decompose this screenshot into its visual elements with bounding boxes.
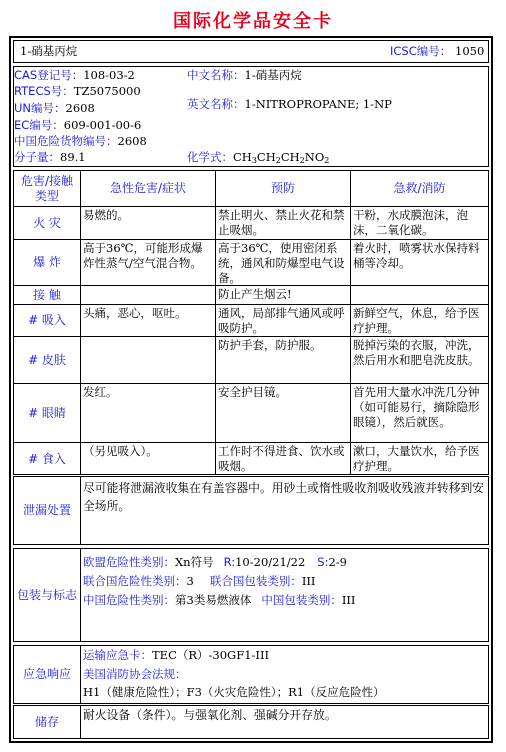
col-header-symptom: 急性危害/症状 <box>109 181 187 195</box>
transport-card-value: TEC（R）-30GF1-III <box>152 648 270 662</box>
row-label-explosion: 爆 炸 <box>33 255 61 269</box>
emergency-label: 应急响应 <box>22 667 71 681</box>
aid-eyes: 首先用大量水冲洗几分钟（如可能易行，摘除隐形眼镜），然后就医。 <box>353 385 480 429</box>
rtecs-label: RTECS号： <box>14 84 74 98</box>
cn-pack-value: III <box>341 593 356 607</box>
ename-field <box>187 97 392 112</box>
prevent-explosion: 高于36℃，使用密闭系统，通风和防爆型电气设备。 <box>218 241 345 285</box>
cas-value: 108-03-2 <box>83 68 135 82</box>
symptom-eyes: 发红。 <box>83 385 118 399</box>
ename-value: 1-NITROPROPANE; 1-NP <box>244 97 392 111</box>
row-label-skin: # 皮肤 <box>28 352 66 367</box>
cname-value: 1-硝基丙烷 <box>244 68 302 82</box>
eu-class-label: 欧盟危险性类别： <box>83 555 175 569</box>
row-label-eyes: # 眼睛 <box>28 405 66 420</box>
formula-sub: 2 <box>275 156 281 165</box>
mw-label: 分子量： <box>14 150 60 164</box>
formula-part: CH <box>256 150 276 164</box>
spill-text: 尽可能将泄漏液收集在有盖容器中。用砂土或惰性吸收剂吸收残液并转移到安全场所。 <box>83 481 485 513</box>
formula-sub: 3 <box>251 156 257 165</box>
cas-field <box>14 68 135 83</box>
un-field <box>14 101 95 116</box>
aid-fire: 干粉，水成膜泡沫，泡沫，二氧化碳。 <box>353 208 468 237</box>
cn-pack-label: 中国包装类别： <box>261 593 342 607</box>
un-label: UN编号： <box>14 101 66 115</box>
symptom-skin <box>81 337 215 383</box>
icsc-number: 1050 <box>455 44 485 58</box>
col-header-prevent: 预防 <box>270 181 295 195</box>
ec-label: EC编号： <box>14 118 64 132</box>
row-label-inhalation: # 吸入 <box>28 313 66 327</box>
row-label-ingestion: # 食入 <box>28 451 66 466</box>
symptom-inhalation: 头痛，恶心，呕吐。 <box>83 306 187 320</box>
rtecs-value: TZ5075000 <box>73 84 141 98</box>
cname-field <box>187 68 302 83</box>
nfpa-line <box>83 665 486 701</box>
col-header-type: 危害/接触类型 <box>20 173 74 203</box>
prevent-skin: 防护手套，防护服。 <box>218 338 322 352</box>
nfpa-value: H1（健康危险性）；F3（火灾危险性）；R1（反应危险性） <box>83 685 385 699</box>
aid-skin: 脱掉污染的衣服，冲洗，然后用水和肥皂洗皮肤。 <box>353 338 480 367</box>
aid-ingestion: 漱口，大量饮水，给予医疗护理。 <box>353 444 480 473</box>
prevent-exposure: 防止产生烟云! <box>218 287 292 301</box>
prevent-fire: 禁止明火、禁止火花和禁止吸烟。 <box>218 208 345 237</box>
un-class-label: 联合国危险性类别： <box>83 574 187 588</box>
row-label-fire: 火 灾 <box>33 215 61 230</box>
chemical-name: 1-硝基丙烷 <box>20 44 78 58</box>
un-value: 2608 <box>65 101 95 115</box>
spill-label: 泄漏处置 <box>22 503 71 517</box>
aid-exposure <box>351 286 488 304</box>
cas-label: CAS登记号： <box>14 68 84 82</box>
symptom-fire: 易燃的。 <box>83 208 129 222</box>
row-label-exposure: 接 触 <box>33 287 61 302</box>
rtecs-field <box>14 84 141 99</box>
un-class-value: 3 <box>186 574 194 588</box>
formula-label: 化学式： <box>187 150 233 164</box>
cn-dg-label: 中国危险货物编号： <box>14 134 118 148</box>
transport-card-line <box>83 648 269 663</box>
cn-class-label: 中国危险性类别： <box>83 593 175 607</box>
un-pack-label: 联合国包装类别： <box>209 574 302 588</box>
cn-dg-field <box>14 134 147 149</box>
prevent-inhalation: 通风，局部排气通风或呼吸防护。 <box>218 306 345 335</box>
r-phrase-label: R: <box>223 555 236 569</box>
prevent-eyes: 安全护目镜。 <box>218 385 287 399</box>
ename-label: 英文名称： <box>187 97 245 111</box>
col-header-aid: 急救/消防 <box>393 181 446 195</box>
ec-value: 609-001-00-6 <box>63 118 142 132</box>
symptom-exposure <box>81 286 215 304</box>
mw-field <box>14 150 86 165</box>
prevent-ingestion: 工作时不得进食、饮水或吸烟。 <box>218 444 345 473</box>
formula-part: CH <box>233 150 252 164</box>
s-phrase-value: 2-9 <box>328 555 347 569</box>
s-phrase-label: S: <box>317 555 329 569</box>
mw-value: 89.1 <box>60 150 86 164</box>
un-pack-value: III <box>301 574 316 588</box>
cn-dg-value: 2608 <box>117 134 147 148</box>
aid-explosion: 着火时，喷雾状水保持料桶等冷却。 <box>353 241 480 270</box>
icsc-label: ICSC编号： <box>390 44 452 58</box>
cn-class-line <box>83 593 355 608</box>
formula-sub: 2 <box>299 156 305 165</box>
un-class-line <box>83 574 315 589</box>
formula-part: NO <box>304 150 325 164</box>
eu-class-line <box>83 555 347 570</box>
transport-card-label: 运输应急卡： <box>83 648 152 662</box>
formula-sub: 2 <box>324 156 330 165</box>
symptom-explosion: 高于36℃，可能形成爆炸性蒸气/空气混合物。 <box>83 241 203 270</box>
formula-part: CH <box>280 150 300 164</box>
packaging-label: 包装与标志 <box>16 587 77 602</box>
aid-inhalation: 新鲜空气，休息，给予医疗护理。 <box>353 306 480 335</box>
symptom-ingestion: （另见吸入）。 <box>83 444 158 458</box>
formula-field <box>187 150 329 168</box>
storage-label: 储存 <box>34 714 59 729</box>
nfpa-label: 美国消防协会法规： <box>83 667 187 681</box>
formula-value <box>233 150 329 164</box>
ec-field <box>14 118 141 133</box>
storage-text: 耐火设备（条件）。与强氧化剂、强碱分开存放。 <box>83 708 337 722</box>
eu-class-value: Xn符号 <box>175 555 214 569</box>
cname-label: 中文名称： <box>187 68 245 82</box>
card-title: 国际化学品安全卡 <box>173 11 333 32</box>
cn-class-value: 第3类易燃液体 <box>175 593 252 607</box>
r-phrase-value: 10-20/21/22 <box>235 555 306 569</box>
